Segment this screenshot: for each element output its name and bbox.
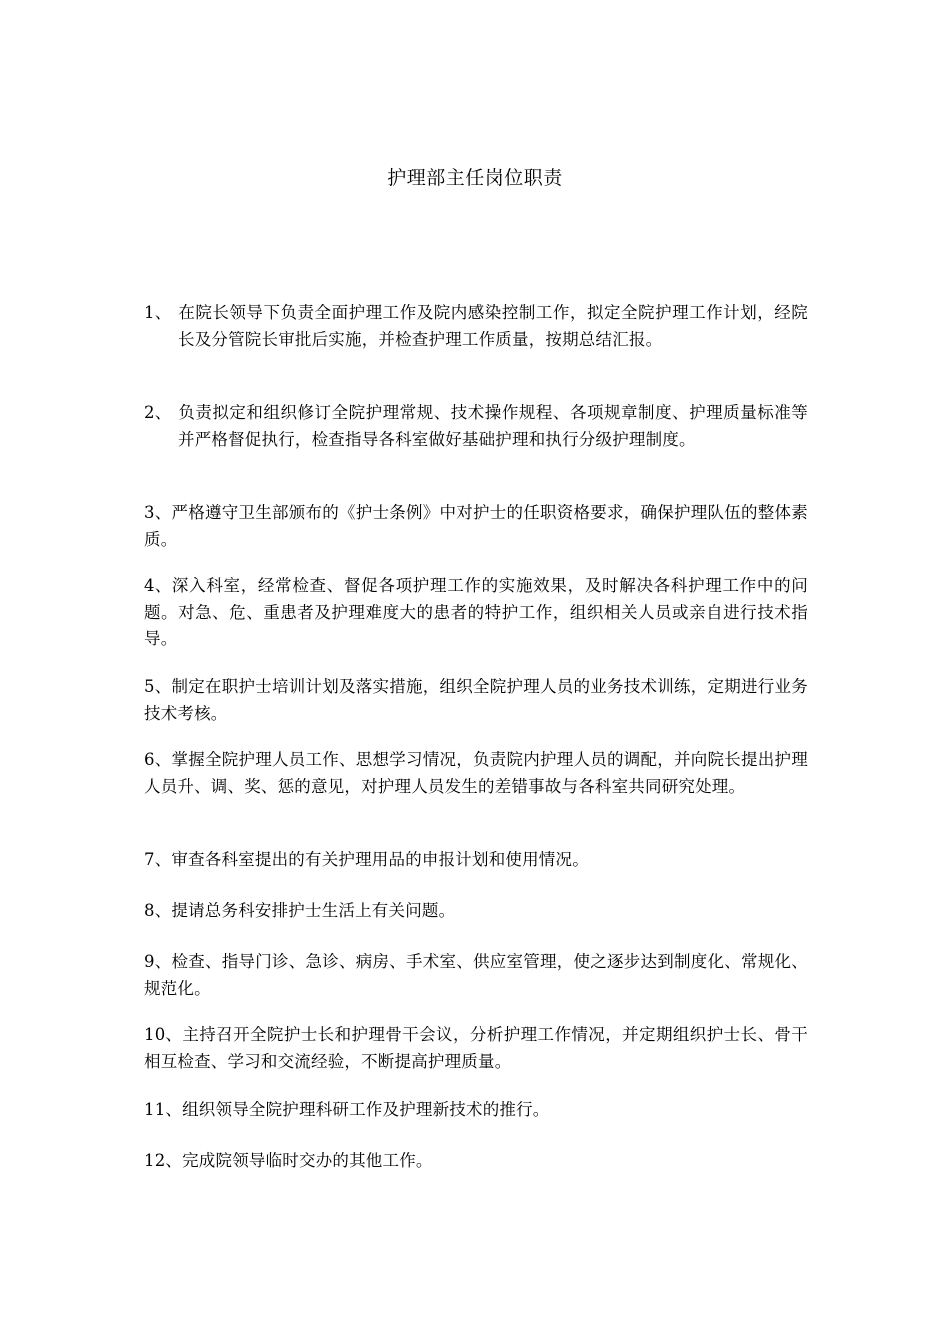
duty-item-1: [144, 300, 808, 353]
duty-text: 检查、指导门诊、急诊、病房、手术室、供应室管理，使之逐步达到制度化、常规化、规范化。: [144, 952, 808, 998]
duty-item-4: [144, 573, 808, 653]
duty-number: 3、: [144, 503, 172, 522]
duty-number: 2、: [144, 403, 172, 422]
duty-item-8: [144, 898, 808, 925]
duty-number: 8、: [144, 901, 172, 920]
duty-item-11: [144, 1097, 808, 1124]
duty-item-9: [144, 949, 808, 1002]
duty-text: 组织领导全院护理科研工作及护理新技术的推行。: [182, 1100, 550, 1119]
duty-number: 5、: [144, 677, 172, 696]
duty-text: 掌握全院护理人员工作、思想学习情况，负责院内护理人员的调配，并向院长提出护理人员升、调、奖、惩的意见，对护理人员发生的差错事故与各科室共同研究处理。: [144, 750, 808, 796]
duty-number: 1、: [144, 303, 172, 322]
duty-item-6: [144, 747, 808, 800]
duty-number: 6、: [144, 750, 172, 769]
duty-item-3: [144, 500, 808, 553]
duty-text: 审查各科室提出的有关护理用品的申报计划和使用情况。: [171, 850, 589, 869]
duty-number: 10、: [144, 1025, 183, 1044]
duty-text: 严格遵守卫生部颁布的《护士条例》中对护士的任职资格要求，确保护理队伍的整体素质。: [144, 503, 808, 549]
duty-number: 4、: [144, 576, 172, 595]
duty-text: 提请总务科安排护士生活上有关问题。: [171, 901, 456, 920]
duty-number: 7、: [144, 850, 172, 869]
duty-text: 负责拟定和组织修订全院护理常规、技术操作规程、各项规章制度、护理质量标准等并严格督促执行，检查指导各科室做好基础护理和执行分级护理制度。: [178, 403, 808, 449]
duty-item-5: [144, 674, 808, 727]
duty-item-2: [144, 400, 808, 453]
duty-item-12: [144, 1148, 808, 1175]
duty-number: 12、: [144, 1151, 183, 1170]
duty-text: 深入科室，经常检查、督促各项护理工作的实施效果，及时解决各科护理工作中的问题。对急、危、重患者及护理难度大的患者的特护工作，组织相关人员或亲自进行技术指导。: [144, 576, 808, 648]
document-title: 护理部主任岗位职责: [387, 167, 563, 189]
duty-text: 制定在职护士培训计划及落实措施，组织全院护理人员的业务技术训练，定期进行业务技术考核。: [144, 677, 808, 723]
duty-text: 主持召开全院护士长和护理骨干会议，分析护理工作情况，并定期组织护士长、骨干相互检查、学习和交流经验，不断提高护理质量。: [144, 1025, 808, 1071]
duty-number: 9、: [144, 952, 172, 971]
duty-item-7: [144, 847, 808, 874]
duty-number: 11、: [144, 1100, 183, 1119]
duty-item-10: [144, 1022, 808, 1075]
duty-text: 在院长领导下负责全面护理工作及院内感染控制工作，拟定全院护理工作计划，经院长及分管院长审批后实施，并检查护理工作质量，按期总结汇报。: [178, 303, 808, 349]
duty-text: 完成院领导临时交办的其他工作。: [182, 1151, 433, 1170]
